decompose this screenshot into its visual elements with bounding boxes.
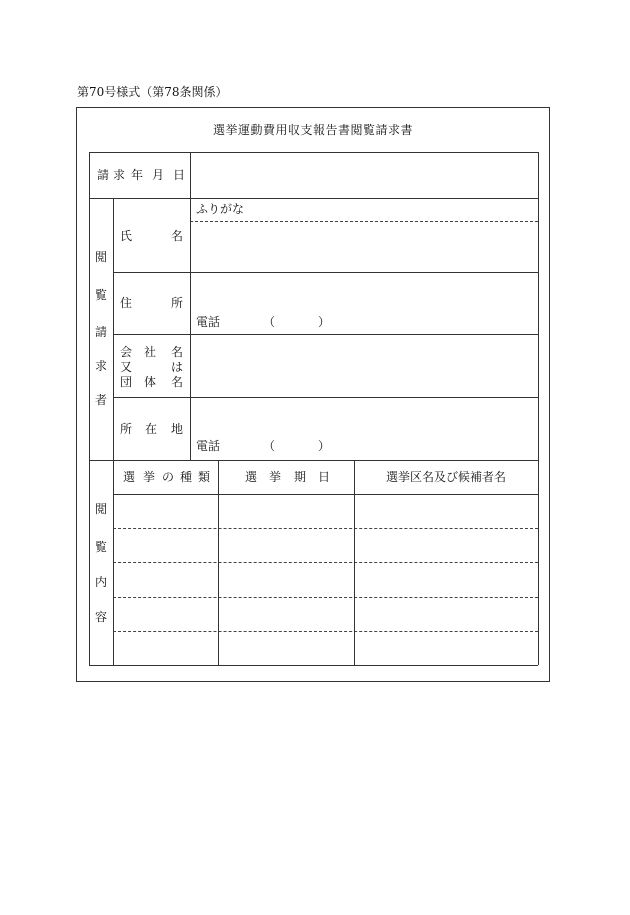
table-cell[interactable] xyxy=(219,632,353,664)
table-cell[interactable] xyxy=(114,495,217,527)
table-cell[interactable] xyxy=(219,495,353,527)
table-cell[interactable] xyxy=(219,563,353,596)
furigana-field[interactable] xyxy=(191,199,537,220)
table-cell[interactable] xyxy=(355,529,537,561)
address-field[interactable] xyxy=(191,273,537,313)
table-cell[interactable] xyxy=(114,598,217,630)
table-cell[interactable] xyxy=(355,563,537,596)
table-cell[interactable] xyxy=(355,598,537,630)
furigana-label: ふりがな xyxy=(196,202,245,216)
location-field[interactable] xyxy=(191,398,537,436)
table-cell[interactable] xyxy=(219,598,353,630)
table-cell[interactable] xyxy=(114,632,217,664)
table-cell[interactable] xyxy=(219,529,353,561)
column-header-district-candidate: 選挙区名及び候補者名 xyxy=(386,470,507,484)
table-cell[interactable] xyxy=(355,632,537,664)
table-cell[interactable] xyxy=(355,495,537,527)
company-field[interactable] xyxy=(191,335,537,396)
name-field[interactable] xyxy=(191,223,537,271)
form-number: 第70号様式（第78条関係） xyxy=(77,85,228,99)
request-date-field[interactable] xyxy=(191,153,537,197)
table-cell[interactable] xyxy=(114,563,217,596)
address-phone-field[interactable] xyxy=(276,314,316,330)
table-cell[interactable] xyxy=(114,529,217,561)
location-phone-field[interactable] xyxy=(276,438,316,454)
form-title: 選挙運動費用収支報告書閲覧請求書 xyxy=(212,123,413,137)
